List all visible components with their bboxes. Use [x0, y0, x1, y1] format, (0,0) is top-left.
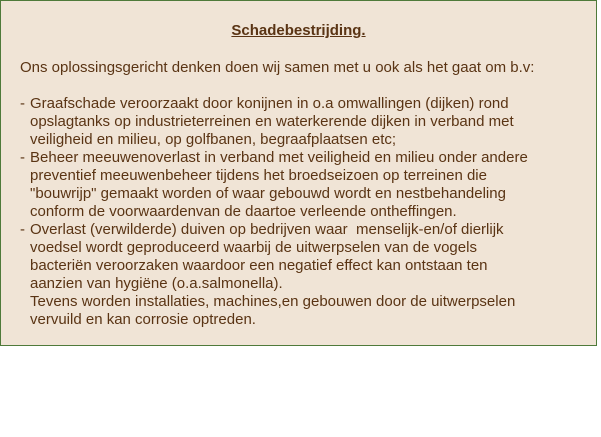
service-list [20, 95, 528, 329]
item-line: Overlast (verwilderde) duiven op bedrijven waar menselijk-en/of dierlijk [30, 221, 504, 238]
item-line: vervuild en kan corrosie optreden. [30, 311, 256, 328]
item-line: opslagtanks op industrieterreinen en waterkerende dijken in verband met [30, 113, 514, 130]
list-item-pigeon-nuisance [20, 221, 528, 329]
item-line: "bouwrijp" gemaakt worden of waar gebouwd wordt en nestbehandeling [30, 185, 506, 202]
intro-text: Ons oplossingsgericht denken doen wij samen met u ook als het gaat om b.v: [20, 59, 535, 76]
list-item-gull-management [20, 149, 528, 221]
list-item-rabbit-damage [20, 95, 528, 149]
item-line: voedsel wordt geproduceerd waarbij de uitwerpselen van de vogels [30, 239, 477, 256]
item-line: Beheer meeuwenoverlast in verband met veiligheid en milieu onder andere [30, 149, 528, 166]
bullet-dash: - [20, 95, 25, 112]
item-line: veiligheid en milieu, op golfbanen, begraafplaatsen etc; [30, 131, 397, 148]
item-line: aanzien van hygiëne (o.a.salmonella). [30, 275, 283, 292]
bullet-dash: - [20, 221, 25, 238]
item-line: bacteriën veroorzaken waardoor een negatief effect kan ontstaan ten [30, 257, 488, 274]
item-line: Graafschade veroorzaakt door konijnen in o.a omwallingen (dijken) rond [30, 95, 509, 112]
item-line: conform de voorwaardenvan de daartoe verleende ontheffingen. [30, 203, 457, 220]
item-line: Tevens worden installaties, machines,en gebouwen door de uitwerpselen [30, 293, 516, 310]
bullet-dash: - [20, 149, 25, 166]
page-title: Schadebestrijding. [231, 22, 366, 39]
item-line: preventief meeuwenbeheer tijdens het broedseizoen op terreinen die [30, 167, 487, 184]
